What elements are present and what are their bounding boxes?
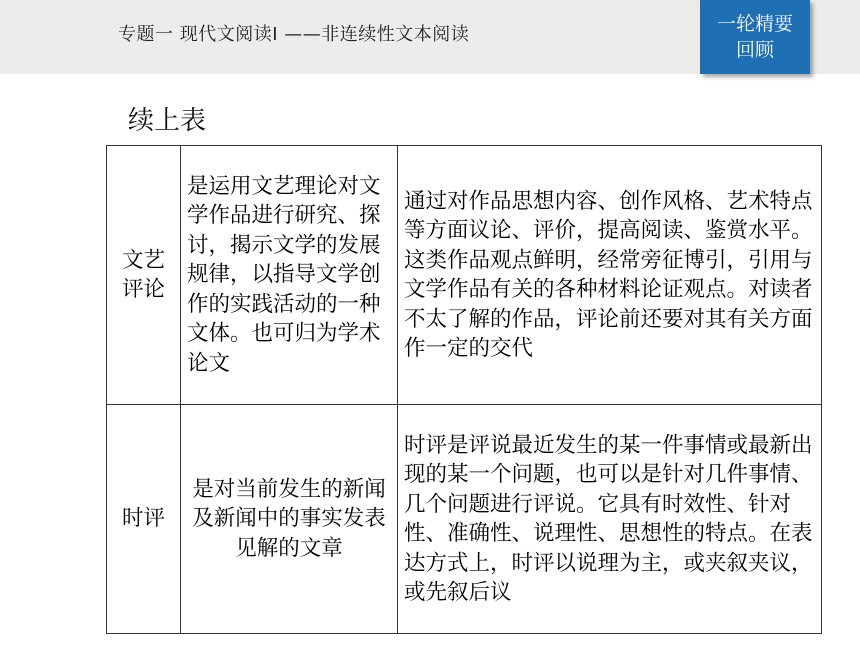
genre-definition-cell: 是运用文艺理论对文学作品进行研究、探讨，揭示文学的发展规律，以指导文学创作的实践活动的一种文体。也可归为学术论文 (181, 146, 398, 405)
genre-type-cell: 时评 (107, 405, 181, 634)
page-subtitle: 续上表 (128, 106, 207, 136)
review-button-label: 一轮精要回顾 (716, 13, 793, 61)
genre-type-cell: 文艺评论 (107, 146, 181, 405)
genre-definition-cell: 是对当前发生的新闻及新闻中的事实发表见解的文章 (181, 405, 398, 634)
table-row (107, 405, 822, 634)
genre-features-cell: 通过对作品思想内容、创作风格、艺术特点等方面议论、评价，提高阅读、鉴赏水平。这类作品观点鲜明，经常旁征博引，引用与文学作品有关的各种材料论证观点。对读者不太了解的作品，评论前还要对其有关方面作一定的交代 (398, 146, 822, 405)
review-button[interactable] (700, 0, 810, 74)
header-title: 专题一 现代文阅读Ⅰ ——非连续性文本阅读 (118, 24, 470, 45)
genre-table (106, 145, 822, 634)
genre-features-cell: 时评是评说最近发生的某一件事情或最新出现的某一个问题，也可以是针对几件事情、几个问题进行评说。它具有时效性、针对性、准确性、说理性、思想性的特点。在表达方式上，时评以说理为主，或夹叙夹议，或先叙后议 (398, 405, 822, 634)
table-row (107, 146, 822, 405)
